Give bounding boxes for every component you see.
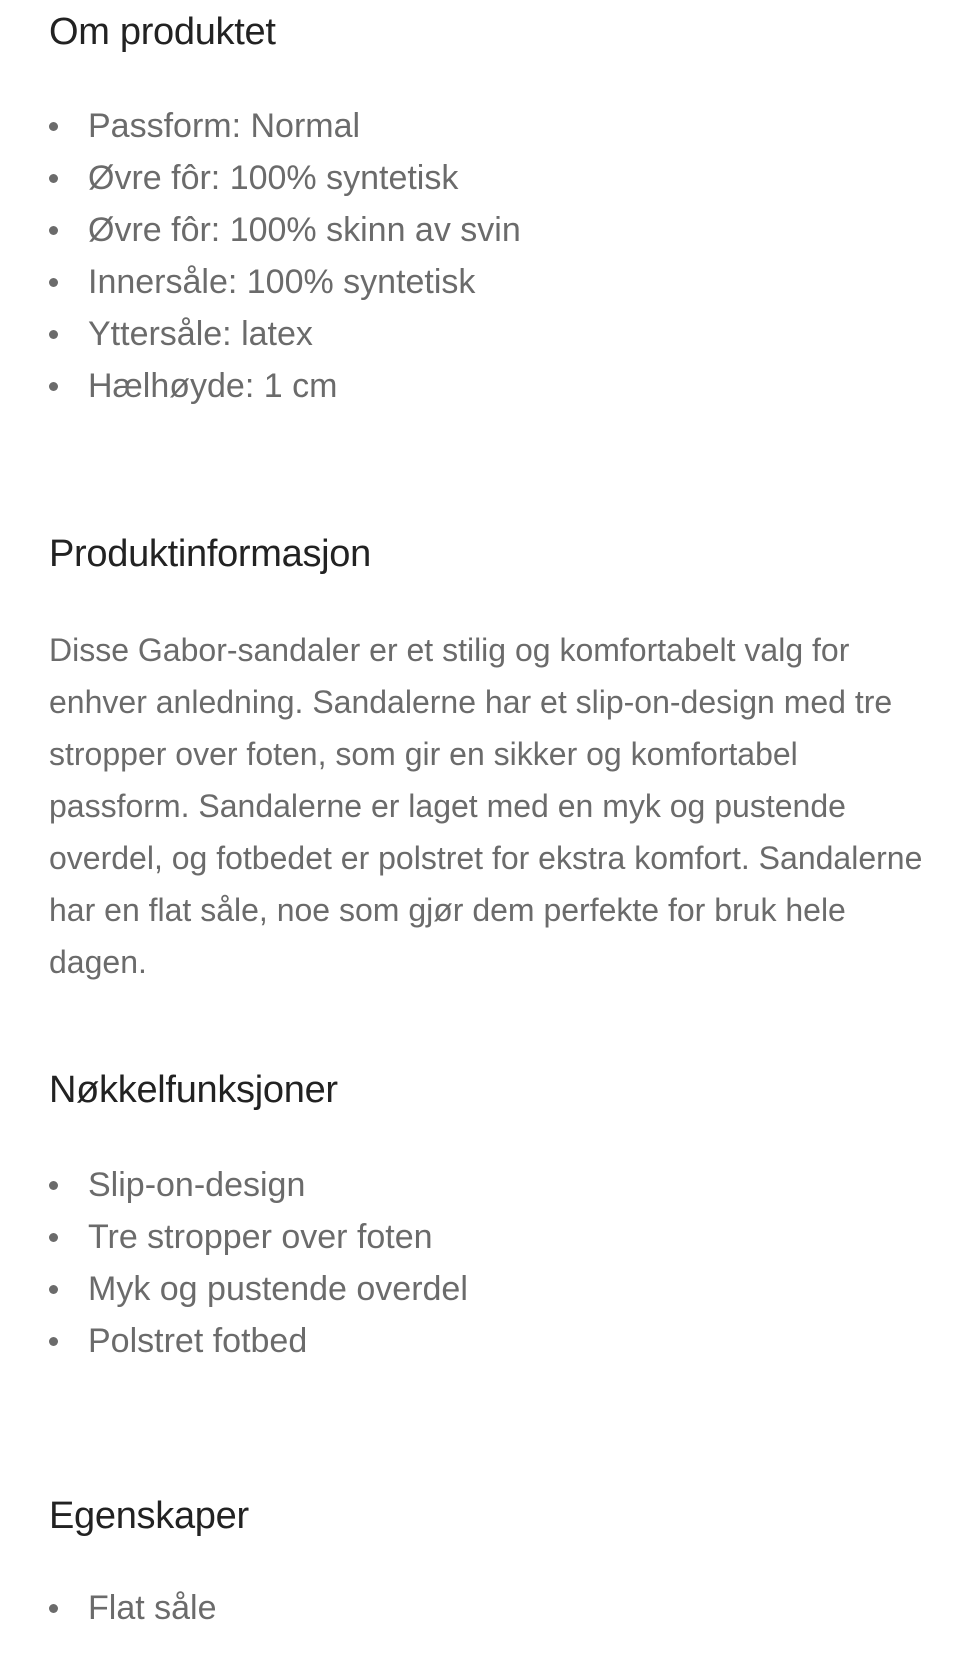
bullet-dot xyxy=(49,1337,58,1346)
list-item xyxy=(49,1315,468,1367)
bullet-dot xyxy=(49,122,58,131)
about-heading: Om produktet xyxy=(49,11,276,53)
list-item-text: Tre stropper over foten xyxy=(88,1218,433,1256)
key-features-heading: Nøkkelfunksjoner xyxy=(49,1069,338,1111)
list-item xyxy=(49,1159,468,1211)
properties-list xyxy=(49,1582,217,1634)
bullet-dot xyxy=(49,1233,58,1242)
bullet-dot xyxy=(49,1285,58,1294)
list-item-text: Øvre fôr: 100% skinn av svin xyxy=(88,211,521,249)
list-item-text: Passform: Normal xyxy=(88,107,361,145)
key-features-list xyxy=(49,1159,468,1367)
list-item xyxy=(49,360,521,412)
list-item xyxy=(49,1582,217,1634)
bullet-dot xyxy=(49,1604,58,1613)
list-item-text: Polstret fotbed xyxy=(88,1322,308,1360)
bullet-dot xyxy=(49,278,58,287)
about-list xyxy=(49,100,521,412)
bullet-dot xyxy=(49,226,58,235)
list-item xyxy=(49,256,521,308)
bullet-dot xyxy=(49,174,58,183)
list-item xyxy=(49,100,521,152)
product-info-heading: Produktinformasjon xyxy=(49,533,371,575)
list-item-text: Innersåle: 100% syntetisk xyxy=(88,263,476,301)
list-item-text: Slip-on-design xyxy=(88,1166,306,1204)
list-item xyxy=(49,204,521,256)
list-item-text: Myk og pustende overdel xyxy=(88,1270,468,1308)
properties-heading: Egenskaper xyxy=(49,1495,249,1537)
list-item-text: Hælhøyde: 1 cm xyxy=(88,367,338,405)
list-item xyxy=(49,152,521,204)
bullet-dot xyxy=(49,382,58,391)
bullet-dot xyxy=(49,1181,58,1190)
list-item xyxy=(49,1263,468,1315)
list-item-text: Øvre fôr: 100% syntetisk xyxy=(88,159,459,197)
list-item xyxy=(49,1211,468,1263)
list-item xyxy=(49,308,521,360)
product-description: Disse Gabor-sandaler er et stilig og komfortabelt valg for enhver anledning. Sandalerne har et slip-on-design med tre stropper over foten, som gir en sikker og komfortabel passform. Sandalerne er laget med en myk og pustende overdel, og fotbedet er polstret for ekstra komfort. Sandalerne har en flat såle, noe som gjør dem perfekte for bruk hele dagen. xyxy=(49,632,923,980)
bullet-dot xyxy=(49,330,58,339)
list-item-text: Flat såle xyxy=(88,1589,217,1627)
list-item-text: Yttersåle: latex xyxy=(88,315,313,353)
